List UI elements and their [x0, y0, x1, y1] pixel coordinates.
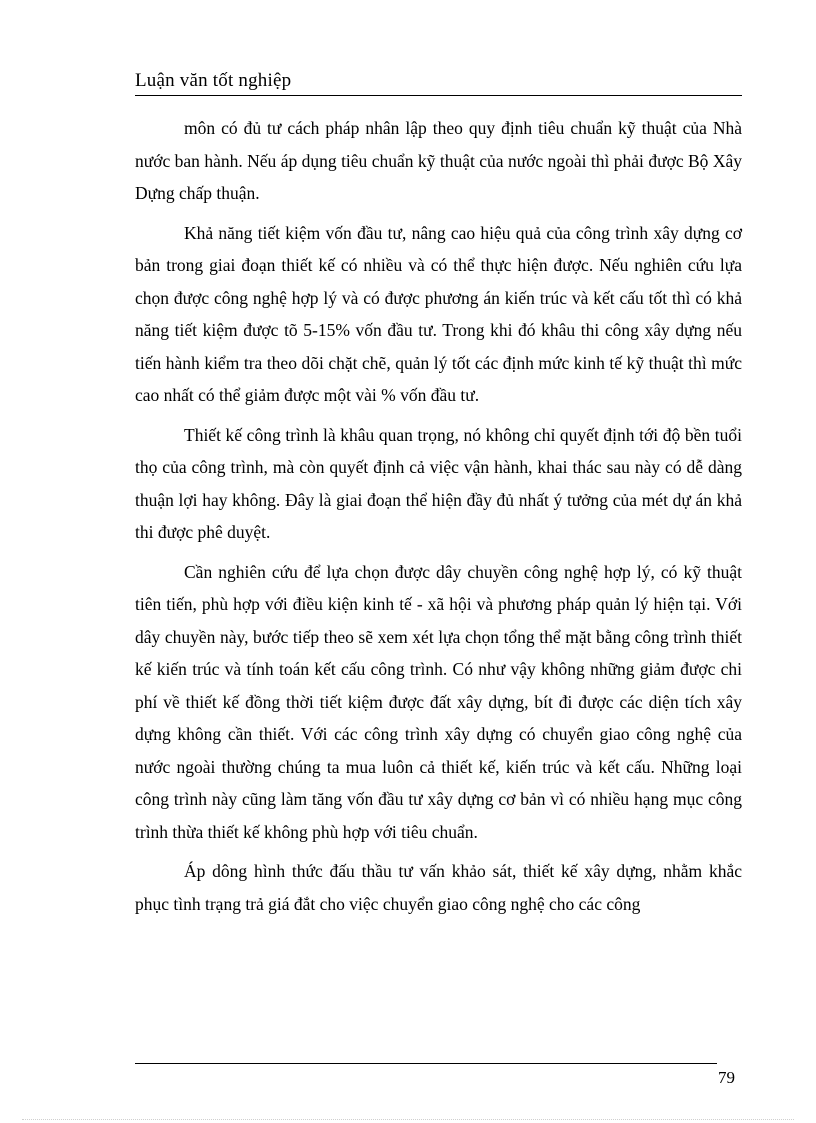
page-number: 79	[718, 1068, 735, 1087]
page-edge-divider	[22, 1119, 794, 1120]
paragraph-continuation: môn có đủ tư cách pháp nhân lập theo quy định tiêu chuẩn kỹ thuật của Nhà nước ban hành. Nếu áp dụng tiêu chuẩn kỹ thuật của nước ngoài thì phải được Bộ Xây Dựng chấp thuận.	[135, 118, 742, 203]
paragraph: Thiết kế công trình là khâu quan trọng, nó không chỉ quyết định tới độ bền tuổi thọ của công trình, mà còn quyết định cả việc vận hành, khai thác sau này có dễ dàng thuận lợi hay không. Đây là giai đoạn thể hiện đầy đủ nhất ý tưởng của mét dự án khả thi được phê duyệt.	[135, 424, 742, 542]
running-header-title: Luận văn tốt nghiệp	[135, 70, 292, 91]
paragraph: Khả năng tiết kiệm vốn đầu tư, nâng cao hiệu quả của công trình xây dựng cơ bản trong giai đoạn thiết kế có nhiều và có thể thực hiện được. Nếu nghiên cứu lựa chọn được công nghệ hợp lý và có được phương án kiến trúc và kết cấu tốt thì có khả năng tiết kiệm được tõ 5-15% vốn đầu tư. Trong khi đó khâu thi công xây dựng nếu tiến hành kiểm tra theo dõi chặt chẽ, quản lý tốt các định mức kinh tế kỹ thuật thì mức cao nhất có thể giảm được một vài % vốn đầu tư.	[135, 222, 742, 405]
header-rule	[135, 95, 742, 96]
paragraph: Cần nghiên cứu để lựa chọn được dây chuyền công nghệ hợp lý, có kỹ thuật tiên tiến, phù hợp với điều kiện kinh tế - xã hội và phương pháp quản lý hiện tại. Với dây chuyền này, bước tiếp theo sẽ xem xét lựa chọn tổng thể mặt bằng công trình thiết kế kiến trúc và tính toán kết cấu công trình. Có như vậy không những giảm được chi phí về thiết kế đồng thời tiết kiệm được đất xây dựng, bít đi được các diện tích xây dựng không cần thiết. Với các công trình xây dựng có chuyển giao công nghệ của nước ngoài thường chúng ta mua luôn cả thiết kế, kiến trúc và kết cấu. Những loại công trình này cũng làm tăng vốn đầu tư xây dựng cơ bản vì có nhiều hạng mục công trình thừa thiết kế không phù hợp với tiêu chuẩn.	[135, 561, 742, 842]
paragraph: Áp dông hình thức đấu thầu tư vấn khảo sát, thiết kế xây dựng, nhằm khắc phục tình trạng trả giá đắt cho việc chuyển giao công nghệ cho các công	[135, 861, 742, 914]
body-text	[135, 112, 742, 927]
footer-rule	[135, 1063, 717, 1064]
